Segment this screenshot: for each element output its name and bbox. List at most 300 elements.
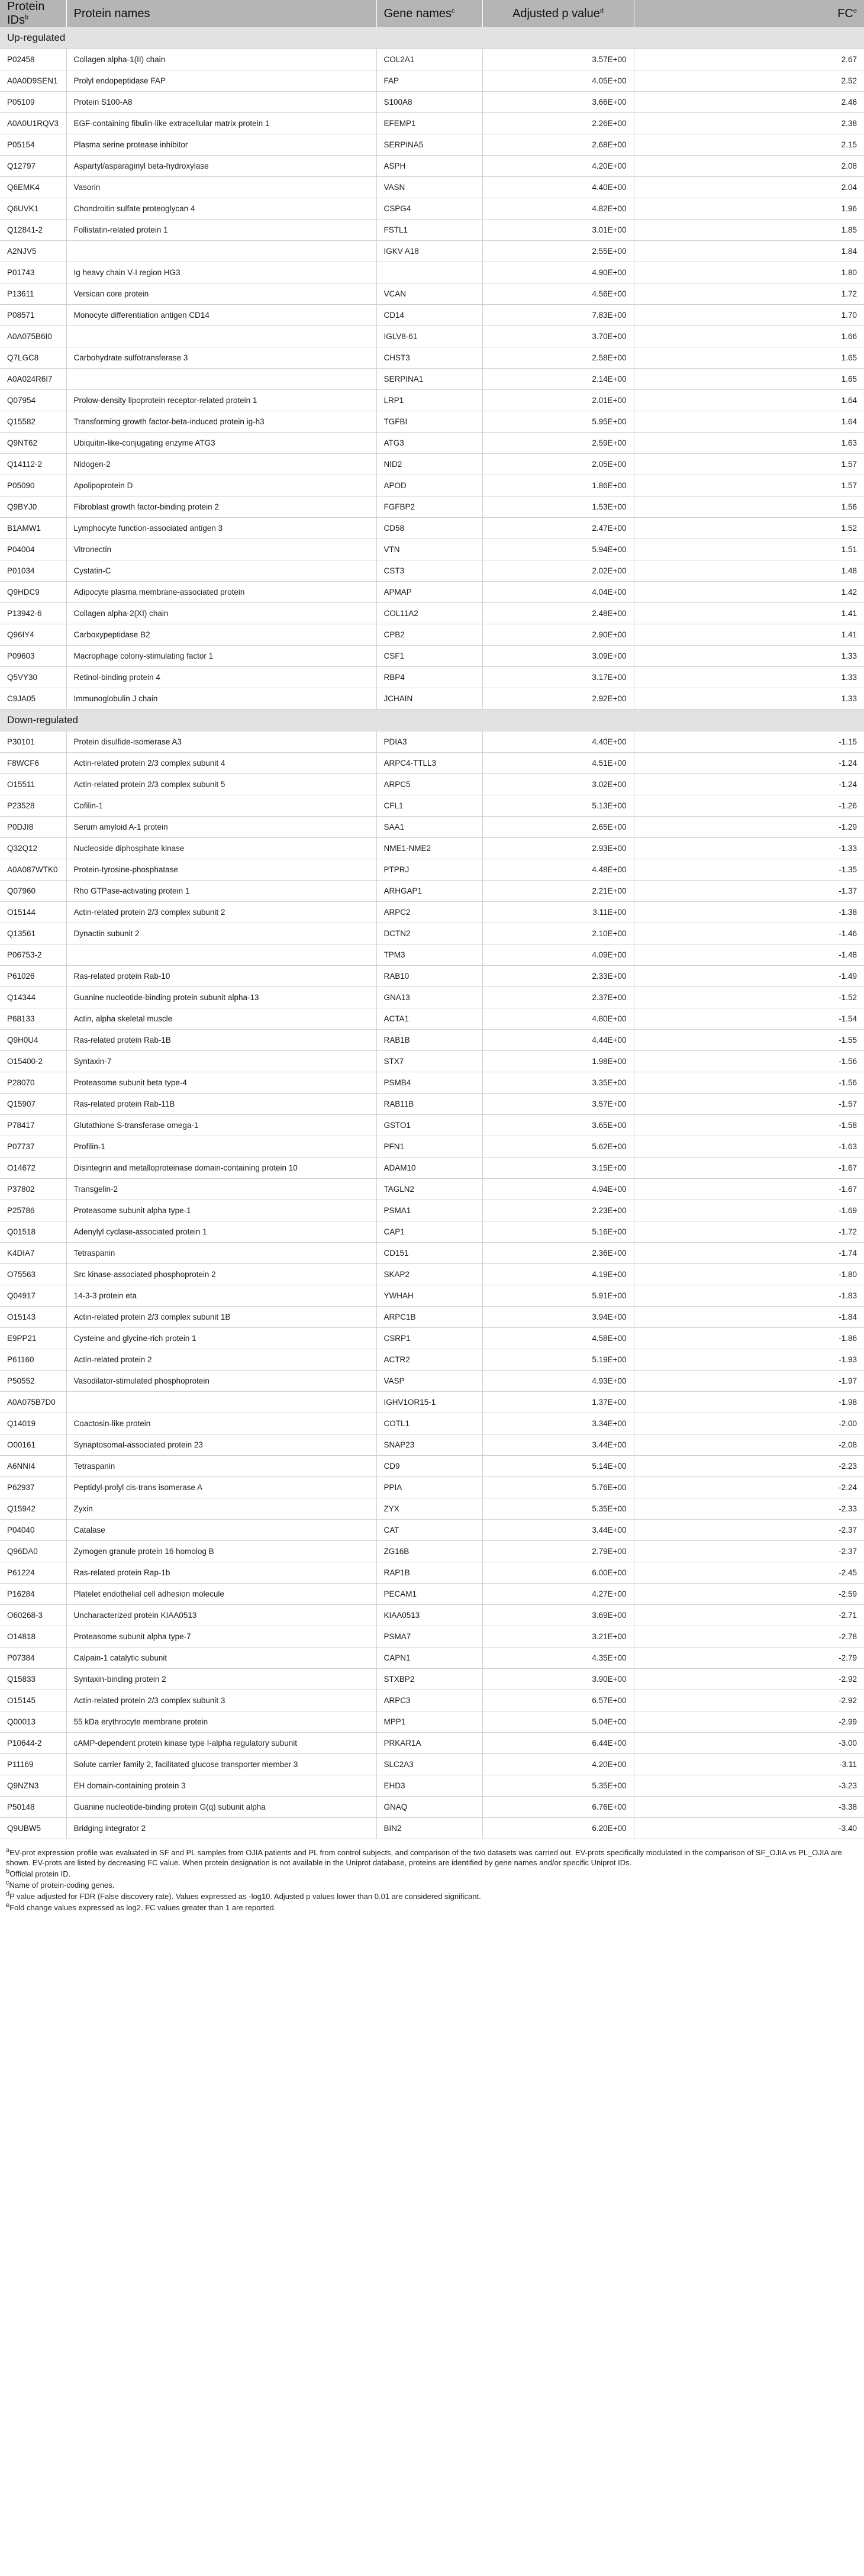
table-row <box>0 817 864 838</box>
gene-name-cell: SLC2A3 <box>376 1754 482 1775</box>
gene-name-cell: ATG3 <box>376 433 482 454</box>
protein-id-cell: A0A075B7D0 <box>0 1392 66 1413</box>
adjusted-p-cell: 3.34E+00 <box>482 1413 634 1434</box>
gene-name-cell: CD58 <box>376 518 482 539</box>
adjusted-p-cell: 4.48E+00 <box>482 859 634 881</box>
adjusted-p-cell: 3.44E+00 <box>482 1434 634 1456</box>
protein-id-cell: Q15833 <box>0 1669 66 1690</box>
table-row <box>0 70 864 92</box>
header-gene-names-label: Gene names <box>383 7 452 20</box>
protein-id-cell: P68133 <box>0 1008 66 1030</box>
protein-name-cell: Carbohydrate sulfotransferase 3 <box>66 347 376 369</box>
protein-name-cell: EH domain-containing protein 3 <box>66 1775 376 1797</box>
table-row <box>0 49 864 70</box>
adjusted-p-cell: 4.05E+00 <box>482 70 634 92</box>
table-row <box>0 241 864 262</box>
protein-id-cell: A0A075B6I0 <box>0 326 66 347</box>
fc-cell: 1.48 <box>634 560 864 582</box>
protein-name-cell: Retinol-binding protein 4 <box>66 667 376 688</box>
protein-name-cell: Cofilin-1 <box>66 795 376 817</box>
gene-name-cell: SERPINA1 <box>376 369 482 390</box>
gene-name-cell: CFL1 <box>376 795 482 817</box>
table-row <box>0 1541 864 1562</box>
table-row <box>0 390 864 411</box>
protein-name-cell: Cystatin-C <box>66 560 376 582</box>
protein-id-cell: Q5VY30 <box>0 667 66 688</box>
gene-name-cell: TGFBI <box>376 411 482 433</box>
protein-id-cell: Q14112-2 <box>0 454 66 475</box>
adjusted-p-cell: 5.14E+00 <box>482 1456 634 1477</box>
fc-cell: -1.72 <box>634 1221 864 1243</box>
protein-name-cell: Dynactin subunit 2 <box>66 923 376 944</box>
fc-cell: 1.41 <box>634 603 864 624</box>
fc-cell: -3.38 <box>634 1797 864 1818</box>
fc-cell: 2.08 <box>634 156 864 177</box>
gene-name-cell: JCHAIN <box>376 688 482 710</box>
gene-name-cell: ARPC3 <box>376 1690 482 1711</box>
fc-cell: 1.56 <box>634 496 864 518</box>
protein-name-cell: Aspartyl/asparaginyl beta-hydroxylase <box>66 156 376 177</box>
fc-cell: -1.48 <box>634 944 864 966</box>
gene-name-cell: IGKV A18 <box>376 241 482 262</box>
gene-name-cell: FSTL1 <box>376 220 482 241</box>
table-row <box>0 1498 864 1520</box>
fc-cell: 1.41 <box>634 624 864 646</box>
gene-name-cell: BIN2 <box>376 1818 482 1839</box>
protein-id-cell: P28070 <box>0 1072 66 1094</box>
protein-id-cell: Q9HDC9 <box>0 582 66 603</box>
protein-name-cell: Versican core protein <box>66 283 376 305</box>
gene-name-cell: SNAP23 <box>376 1434 482 1456</box>
protein-name-cell: Catalase <box>66 1520 376 1541</box>
gene-name-cell: ADAM10 <box>376 1158 482 1179</box>
table-row <box>0 1584 864 1605</box>
adjusted-p-cell: 4.35E+00 <box>482 1648 634 1669</box>
gene-name-cell: CST3 <box>376 560 482 582</box>
fc-cell: -2.37 <box>634 1520 864 1541</box>
table-row <box>0 1243 864 1264</box>
protein-id-cell: Q04917 <box>0 1285 66 1307</box>
table-row <box>0 1008 864 1030</box>
table-row <box>0 1477 864 1498</box>
adjusted-p-cell: 2.93E+00 <box>482 838 634 859</box>
protein-id-cell: P50148 <box>0 1797 66 1818</box>
protein-id-cell: O14818 <box>0 1626 66 1648</box>
protein-id-cell: P01743 <box>0 262 66 283</box>
adjusted-p-cell: 6.76E+00 <box>482 1797 634 1818</box>
table-row <box>0 1648 864 1669</box>
table-row <box>0 1456 864 1477</box>
protein-id-cell: Q9H0U4 <box>0 1030 66 1051</box>
adjusted-p-cell: 2.65E+00 <box>482 817 634 838</box>
adjusted-p-cell: 3.01E+00 <box>482 220 634 241</box>
protein-id-cell: Q14019 <box>0 1413 66 1434</box>
footnote <box>6 1848 858 1868</box>
adjusted-p-cell: 3.90E+00 <box>482 1669 634 1690</box>
adjusted-p-cell: 4.19E+00 <box>482 1264 634 1285</box>
protein-name-cell: Nidogen-2 <box>66 454 376 475</box>
table-row <box>0 475 864 496</box>
table-header <box>0 0 864 27</box>
protein-id-cell: P61026 <box>0 966 66 987</box>
gene-name-cell: LRP1 <box>376 390 482 411</box>
adjusted-p-cell: 4.94E+00 <box>482 1179 634 1200</box>
fc-cell: 1.65 <box>634 369 864 390</box>
table-row <box>0 1264 864 1285</box>
protein-id-cell: O15511 <box>0 774 66 795</box>
protein-name-cell <box>66 944 376 966</box>
header-gene-names <box>376 0 482 27</box>
gene-name-cell: IGHV1OR15-1 <box>376 1392 482 1413</box>
protein-id-cell: P25786 <box>0 1200 66 1221</box>
protein-name-cell: Vasorin <box>66 177 376 198</box>
table-row <box>0 539 864 560</box>
table-row <box>0 369 864 390</box>
adjusted-p-cell: 1.98E+00 <box>482 1051 634 1072</box>
table-row <box>0 795 864 817</box>
table-row <box>0 1754 864 1775</box>
fc-cell: 2.67 <box>634 49 864 70</box>
adjusted-p-cell: 1.53E+00 <box>482 496 634 518</box>
gene-name-cell: ZG16B <box>376 1541 482 1562</box>
protein-name-cell: Disintegrin and metalloproteinase domain-containing protein 10 <box>66 1158 376 1179</box>
gene-name-cell: CAT <box>376 1520 482 1541</box>
header-adjusted-p <box>482 0 634 27</box>
footnote-marker: e <box>853 7 857 14</box>
gene-name-cell: VASP <box>376 1371 482 1392</box>
gene-name-cell: RBP4 <box>376 667 482 688</box>
adjusted-p-cell: 3.15E+00 <box>482 1158 634 1179</box>
footnote <box>6 1880 858 1890</box>
protein-name-cell: Adipocyte plasma membrane-associated protein <box>66 582 376 603</box>
table-row <box>0 646 864 667</box>
adjusted-p-cell: 5.04E+00 <box>482 1711 634 1733</box>
table-row <box>0 1413 864 1434</box>
gene-name-cell: PRKAR1A <box>376 1733 482 1754</box>
fc-cell: -1.49 <box>634 966 864 987</box>
protein-id-cell: Q96IY4 <box>0 624 66 646</box>
gene-name-cell: ARPC5 <box>376 774 482 795</box>
footnote-marker: b <box>25 14 29 21</box>
table-row <box>0 923 864 944</box>
table-row <box>0 1818 864 1839</box>
table-row <box>0 582 864 603</box>
adjusted-p-cell: 6.57E+00 <box>482 1690 634 1711</box>
protein-name-cell: Ras-related protein Rap-1b <box>66 1562 376 1584</box>
adjusted-p-cell: 5.35E+00 <box>482 1775 634 1797</box>
fc-cell: 1.85 <box>634 220 864 241</box>
footnote-marker: c <box>452 7 455 14</box>
protein-id-cell: B1AMW1 <box>0 518 66 539</box>
table-row <box>0 1434 864 1456</box>
protein-id-cell: Q12841-2 <box>0 220 66 241</box>
protein-id-cell: Q14344 <box>0 987 66 1008</box>
adjusted-p-cell: 3.69E+00 <box>482 1605 634 1626</box>
gene-name-cell: CD151 <box>376 1243 482 1264</box>
adjusted-p-cell: 5.62E+00 <box>482 1136 634 1158</box>
fc-cell: -1.67 <box>634 1158 864 1179</box>
fc-cell: -2.79 <box>634 1648 864 1669</box>
protein-name-cell <box>66 369 376 390</box>
protein-name-cell: Rho GTPase-activating protein 1 <box>66 881 376 902</box>
fc-cell: -1.35 <box>634 859 864 881</box>
gene-name-cell: PSMB4 <box>376 1072 482 1094</box>
adjusted-p-cell: 3.44E+00 <box>482 1520 634 1541</box>
fc-cell: 1.52 <box>634 518 864 539</box>
table-row <box>0 1051 864 1072</box>
table-row <box>0 113 864 134</box>
section-row <box>0 710 864 731</box>
fc-cell: 2.15 <box>634 134 864 156</box>
adjusted-p-cell: 2.05E+00 <box>482 454 634 475</box>
protein-name-cell: Syntaxin-7 <box>66 1051 376 1072</box>
gene-name-cell: CD9 <box>376 1456 482 1477</box>
table-row <box>0 326 864 347</box>
adjusted-p-cell: 2.02E+00 <box>482 560 634 582</box>
adjusted-p-cell: 2.26E+00 <box>482 113 634 134</box>
gene-name-cell: FAP <box>376 70 482 92</box>
adjusted-p-cell: 3.70E+00 <box>482 326 634 347</box>
fc-cell: -1.52 <box>634 987 864 1008</box>
adjusted-p-cell: 2.10E+00 <box>482 923 634 944</box>
footnote <box>6 1869 858 1879</box>
fc-cell: -2.45 <box>634 1562 864 1584</box>
gene-name-cell: VASN <box>376 177 482 198</box>
fc-cell: 1.66 <box>634 326 864 347</box>
adjusted-p-cell: 5.13E+00 <box>482 795 634 817</box>
gene-name-cell: APOD <box>376 475 482 496</box>
protein-id-cell: F8WCF6 <box>0 753 66 774</box>
adjusted-p-cell: 4.40E+00 <box>482 177 634 198</box>
protein-id-cell: P01034 <box>0 560 66 582</box>
protein-id-cell: P07737 <box>0 1136 66 1158</box>
protein-name-cell: Actin-related protein 2/3 complex subunit 3 <box>66 1690 376 1711</box>
protein-name-cell: Zyxin <box>66 1498 376 1520</box>
fc-cell: -1.57 <box>634 1094 864 1115</box>
table-row <box>0 624 864 646</box>
protein-id-cell: A0A087WTK0 <box>0 859 66 881</box>
protein-id-cell: A6NNI4 <box>0 1456 66 1477</box>
gene-name-cell: SAA1 <box>376 817 482 838</box>
adjusted-p-cell: 2.37E+00 <box>482 987 634 1008</box>
protein-name-cell: Src kinase-associated phosphoprotein 2 <box>66 1264 376 1285</box>
adjusted-p-cell: 2.36E+00 <box>482 1243 634 1264</box>
protein-id-cell: Q9UBW5 <box>0 1818 66 1839</box>
table-row <box>0 1669 864 1690</box>
table-row <box>0 1562 864 1584</box>
adjusted-p-cell: 5.19E+00 <box>482 1349 634 1371</box>
adjusted-p-cell: 4.58E+00 <box>482 1328 634 1349</box>
adjusted-p-cell: 5.94E+00 <box>482 539 634 560</box>
fc-cell: -1.56 <box>634 1051 864 1072</box>
protein-name-cell: Guanine nucleotide-binding protein G(q) subunit alpha <box>66 1797 376 1818</box>
gene-name-cell: COL2A1 <box>376 49 482 70</box>
protein-name-cell: EGF-containing fibulin-like extracellular matrix protein 1 <box>66 113 376 134</box>
protein-id-cell: Q07960 <box>0 881 66 902</box>
protein-id-cell: O00161 <box>0 1434 66 1456</box>
protein-id-cell: P78417 <box>0 1115 66 1136</box>
gene-name-cell: TAGLN2 <box>376 1179 482 1200</box>
table-row <box>0 262 864 283</box>
table-row <box>0 1094 864 1115</box>
gene-name-cell: PTPRJ <box>376 859 482 881</box>
protein-id-cell: Q00013 <box>0 1711 66 1733</box>
fc-cell: 1.57 <box>634 454 864 475</box>
table-row <box>0 454 864 475</box>
gene-name-cell: SKAP2 <box>376 1264 482 1285</box>
adjusted-p-cell: 3.11E+00 <box>482 902 634 923</box>
fc-cell: -2.33 <box>634 1498 864 1520</box>
gene-name-cell: PECAM1 <box>376 1584 482 1605</box>
footnote <box>6 1903 858 1913</box>
protein-id-cell: P61160 <box>0 1349 66 1371</box>
protein-id-cell: Q07954 <box>0 390 66 411</box>
fc-cell: -1.80 <box>634 1264 864 1285</box>
gene-name-cell: ARPC4-TTLL3 <box>376 753 482 774</box>
fc-cell: -1.33 <box>634 838 864 859</box>
protein-name-cell: Collagen alpha-2(XI) chain <box>66 603 376 624</box>
gene-name-cell: ACTA1 <box>376 1008 482 1030</box>
protein-name-cell: Actin, alpha skeletal muscle <box>66 1008 376 1030</box>
fc-cell: -1.74 <box>634 1243 864 1264</box>
protein-name-cell: Ras-related protein Rab-11B <box>66 1094 376 1115</box>
fc-cell: 1.33 <box>634 667 864 688</box>
fc-cell: -3.00 <box>634 1733 864 1754</box>
table-row <box>0 1307 864 1328</box>
adjusted-p-cell: 2.68E+00 <box>482 134 634 156</box>
protein-name-cell: Actin-related protein 2/3 complex subunit 4 <box>66 753 376 774</box>
protein-name-cell: Peptidyl-prolyl cis-trans isomerase A <box>66 1477 376 1498</box>
adjusted-p-cell: 6.44E+00 <box>482 1733 634 1754</box>
fc-cell: 1.33 <box>634 646 864 667</box>
adjusted-p-cell: 5.16E+00 <box>482 1221 634 1243</box>
adjusted-p-cell: 3.57E+00 <box>482 49 634 70</box>
fc-cell: -1.26 <box>634 795 864 817</box>
adjusted-p-cell: 4.56E+00 <box>482 283 634 305</box>
table-row <box>0 1733 864 1754</box>
protein-name-cell: Serum amyloid A-1 protein <box>66 817 376 838</box>
fc-cell: -1.24 <box>634 774 864 795</box>
adjusted-p-cell: 3.94E+00 <box>482 1307 634 1328</box>
gene-name-cell: ZYX <box>376 1498 482 1520</box>
table-row <box>0 1605 864 1626</box>
adjusted-p-cell: 2.47E+00 <box>482 518 634 539</box>
protein-id-cell: A0A0D9SEN1 <box>0 70 66 92</box>
table-row <box>0 1797 864 1818</box>
gene-name-cell: CHST3 <box>376 347 482 369</box>
protein-name-cell: Macrophage colony-stimulating factor 1 <box>66 646 376 667</box>
adjusted-p-cell: 4.51E+00 <box>482 753 634 774</box>
adjusted-p-cell: 2.23E+00 <box>482 1200 634 1221</box>
adjusted-p-cell: 3.65E+00 <box>482 1115 634 1136</box>
gene-name-cell: RAB11B <box>376 1094 482 1115</box>
protein-name-cell: Profilin-1 <box>66 1136 376 1158</box>
protein-id-cell: K4DIA7 <box>0 1243 66 1264</box>
protein-name-cell: Tetraspanin <box>66 1243 376 1264</box>
header-protein-names-label: Protein names <box>73 7 150 20</box>
protein-name-cell: Actin-related protein 2 <box>66 1349 376 1371</box>
protein-id-cell: Q32Q12 <box>0 838 66 859</box>
protein-id-cell: P10644-2 <box>0 1733 66 1754</box>
gene-name-cell: EHD3 <box>376 1775 482 1797</box>
header-fc-label: FC <box>837 7 853 20</box>
protein-name-cell <box>66 326 376 347</box>
table-row <box>0 987 864 1008</box>
adjusted-p-cell: 2.92E+00 <box>482 688 634 710</box>
gene-name-cell: ARHGAP1 <box>376 881 482 902</box>
protein-id-cell: O15143 <box>0 1307 66 1328</box>
protein-name-cell: Protein-tyrosine-phosphatase <box>66 859 376 881</box>
gene-name-cell: SERPINA5 <box>376 134 482 156</box>
protein-name-cell: Solute carrier family 2, facilitated glucose transporter member 3 <box>66 1754 376 1775</box>
fc-cell: -1.93 <box>634 1349 864 1371</box>
protein-id-cell: P23528 <box>0 795 66 817</box>
adjusted-p-cell: 5.95E+00 <box>482 411 634 433</box>
protein-id-cell: P04040 <box>0 1520 66 1541</box>
gene-name-cell: YWHAH <box>376 1285 482 1307</box>
adjusted-p-cell: 6.00E+00 <box>482 1562 634 1584</box>
fc-cell: 1.33 <box>634 688 864 710</box>
protein-id-cell: P06753-2 <box>0 944 66 966</box>
protein-name-cell: Glutathione S-transferase omega-1 <box>66 1115 376 1136</box>
protein-name-cell: Transforming growth factor-beta-induced protein ig-h3 <box>66 411 376 433</box>
table-row <box>0 753 864 774</box>
table-row <box>0 838 864 859</box>
protein-id-cell: P13611 <box>0 283 66 305</box>
fc-cell: -1.84 <box>634 1307 864 1328</box>
footnote-marker: c <box>6 1879 9 1887</box>
fc-cell: -3.11 <box>634 1754 864 1775</box>
adjusted-p-cell: 5.76E+00 <box>482 1477 634 1498</box>
footnote-marker: d <box>599 7 604 14</box>
protein-name-cell: Ubiquitin-like-conjugating enzyme ATG3 <box>66 433 376 454</box>
protein-name-cell: Coactosin-like protein <box>66 1413 376 1434</box>
header-adjusted-p-label: Adjusted p value <box>512 7 600 20</box>
gene-name-cell: PSMA1 <box>376 1200 482 1221</box>
protein-name-cell: Carboxypeptidase B2 <box>66 624 376 646</box>
table-row <box>0 496 864 518</box>
adjusted-p-cell: 2.90E+00 <box>482 624 634 646</box>
adjusted-p-cell: 3.21E+00 <box>482 1626 634 1648</box>
table-row <box>0 881 864 902</box>
protein-name-cell: Synaptosomal-associated protein 23 <box>66 1434 376 1456</box>
fc-cell: -1.55 <box>634 1030 864 1051</box>
protein-id-cell: Q13561 <box>0 923 66 944</box>
protein-name-cell: Bridging integrator 2 <box>66 1818 376 1839</box>
protein-id-cell: Q6EMK4 <box>0 177 66 198</box>
fc-cell: -2.92 <box>634 1669 864 1690</box>
table-row <box>0 1392 864 1413</box>
table-row <box>0 198 864 220</box>
protein-name-cell: Protein S100-A8 <box>66 92 376 113</box>
table-row <box>0 774 864 795</box>
gene-name-cell: ARPC1B <box>376 1307 482 1328</box>
gene-name-cell: MPP1 <box>376 1711 482 1733</box>
fc-cell: -2.37 <box>634 1541 864 1562</box>
gene-name-cell: GNAQ <box>376 1797 482 1818</box>
fc-cell: -1.67 <box>634 1179 864 1200</box>
footnote <box>6 1891 858 1901</box>
fc-cell: -2.71 <box>634 1605 864 1626</box>
protein-name-cell: Ras-related protein Rab-10 <box>66 966 376 987</box>
adjusted-p-cell: 4.40E+00 <box>482 731 634 753</box>
protein-id-cell: P07384 <box>0 1648 66 1669</box>
gene-name-cell: CD14 <box>376 305 482 326</box>
protein-id-cell: A0A0U1RQV3 <box>0 113 66 134</box>
gene-name-cell: GSTO1 <box>376 1115 482 1136</box>
protein-name-cell: Immunoglobulin J chain <box>66 688 376 710</box>
gene-name-cell: COL11A2 <box>376 603 482 624</box>
